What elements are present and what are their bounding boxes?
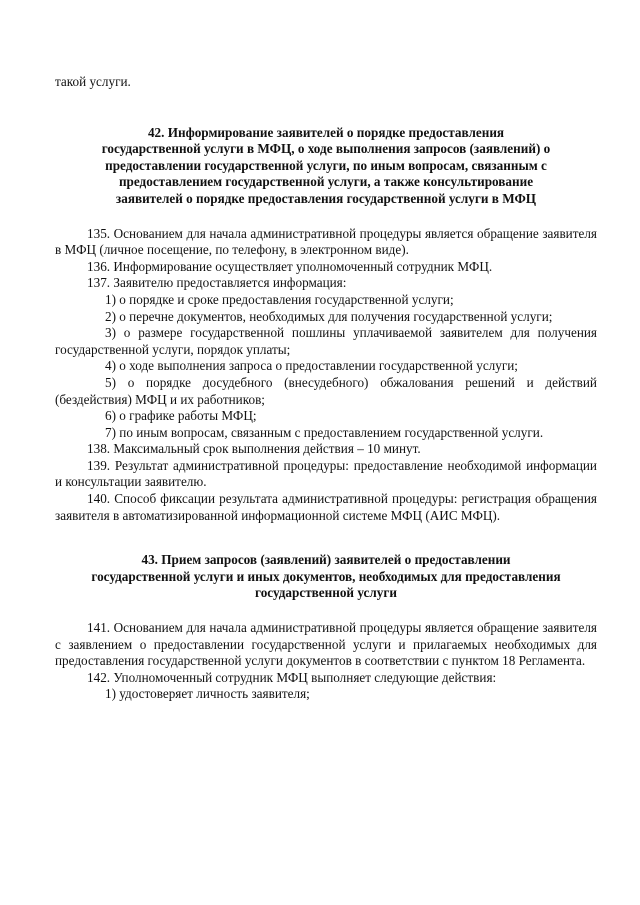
intro-text: такой услуги. [55,74,131,89]
list-item: 2) о перечне документов, необходимых для получения государственной услуги; [105,308,553,324]
list-item: 1) о порядке и сроке предоставления государственной услуги; [105,291,454,307]
document-page [55,74,597,703]
section-42-title-line: предоставлении государственной услуги, по иным вопросам, связанным с [105,157,547,173]
paragraph-136: 136. Информирование осуществляет уполномоченный сотрудник МФЦ. [87,258,493,274]
section-43-title-line: государственной услуги и иных документов, необходимых для предоставления [91,568,561,584]
paragraph-137: 137. Заявителю предоставляется информация: [87,275,347,291]
paragraph-135: 135. Основанием для начала административной процедуры является обращение заявителя в МФЦ (личное посещение, по телефону, в электронном виде). [55,225,597,258]
list-item: 7) по иным вопросам, связанным с предоставлением государственной услуги. [105,424,544,440]
section-42-title-line: заявителей о порядке предоставления государственной услуги в МФЦ [115,190,537,206]
list-item: 5) о порядке досудебного (внесудебного) обжалования решений и действий (бездействия) МФЦ и их работников; [55,374,597,407]
section-42-title [55,125,597,208]
paragraph-140: 140. Способ фиксации результата административной процедуры: регистрация обращения заявителя в автоматизированной информационной системе МФЦ (АИС МФЦ). [55,491,597,523]
list-item: 3) о размере государственной пошлины уплачиваемой заявителем для получения государственной услуги, порядок уплаты; [55,325,597,357]
section-43-title [55,552,597,602]
list-item: 4) о ходе выполнения запроса о предоставлении государственной услуги; [105,358,518,374]
paragraph-139: 139. Результат административной процедуры: предоставление необходимой информации и консультации заявителю. [55,457,597,490]
list-item: 1) удостоверяет личность заявителя; [105,686,310,702]
section-42-title-line: предоставлением государственной услуги, а также консультирование [118,174,534,190]
section-42-title-line: государственной услуги в МФЦ, о ходе выполнения запросов (заявлений) о [101,141,551,157]
list-item: 6) о графике работы МФЦ; [105,408,257,424]
section-42-title-line: 42. Информирование заявителей о порядке предоставления [147,124,505,140]
section-43-title-line: 43. Прием запросов (заявлений) заявителей о предоставлении [141,552,511,568]
section-43-title-line: государственной услуги [255,585,397,601]
paragraph-142: 142. Уполномоченный сотрудник МФЦ выполняет следующие действия: [87,669,497,685]
paragraph-138: 138. Максимальный срок выполнения действия – 10 минут. [87,441,421,457]
paragraph-141: 141. Основанием для начала административной процедуры является обращение заявителя с заявлением о предоставлении государственной услуги и прилагаемых необходимых для предоставления государственной услуги документов в соответствии с пунктом 18 Регламента. [55,620,597,669]
